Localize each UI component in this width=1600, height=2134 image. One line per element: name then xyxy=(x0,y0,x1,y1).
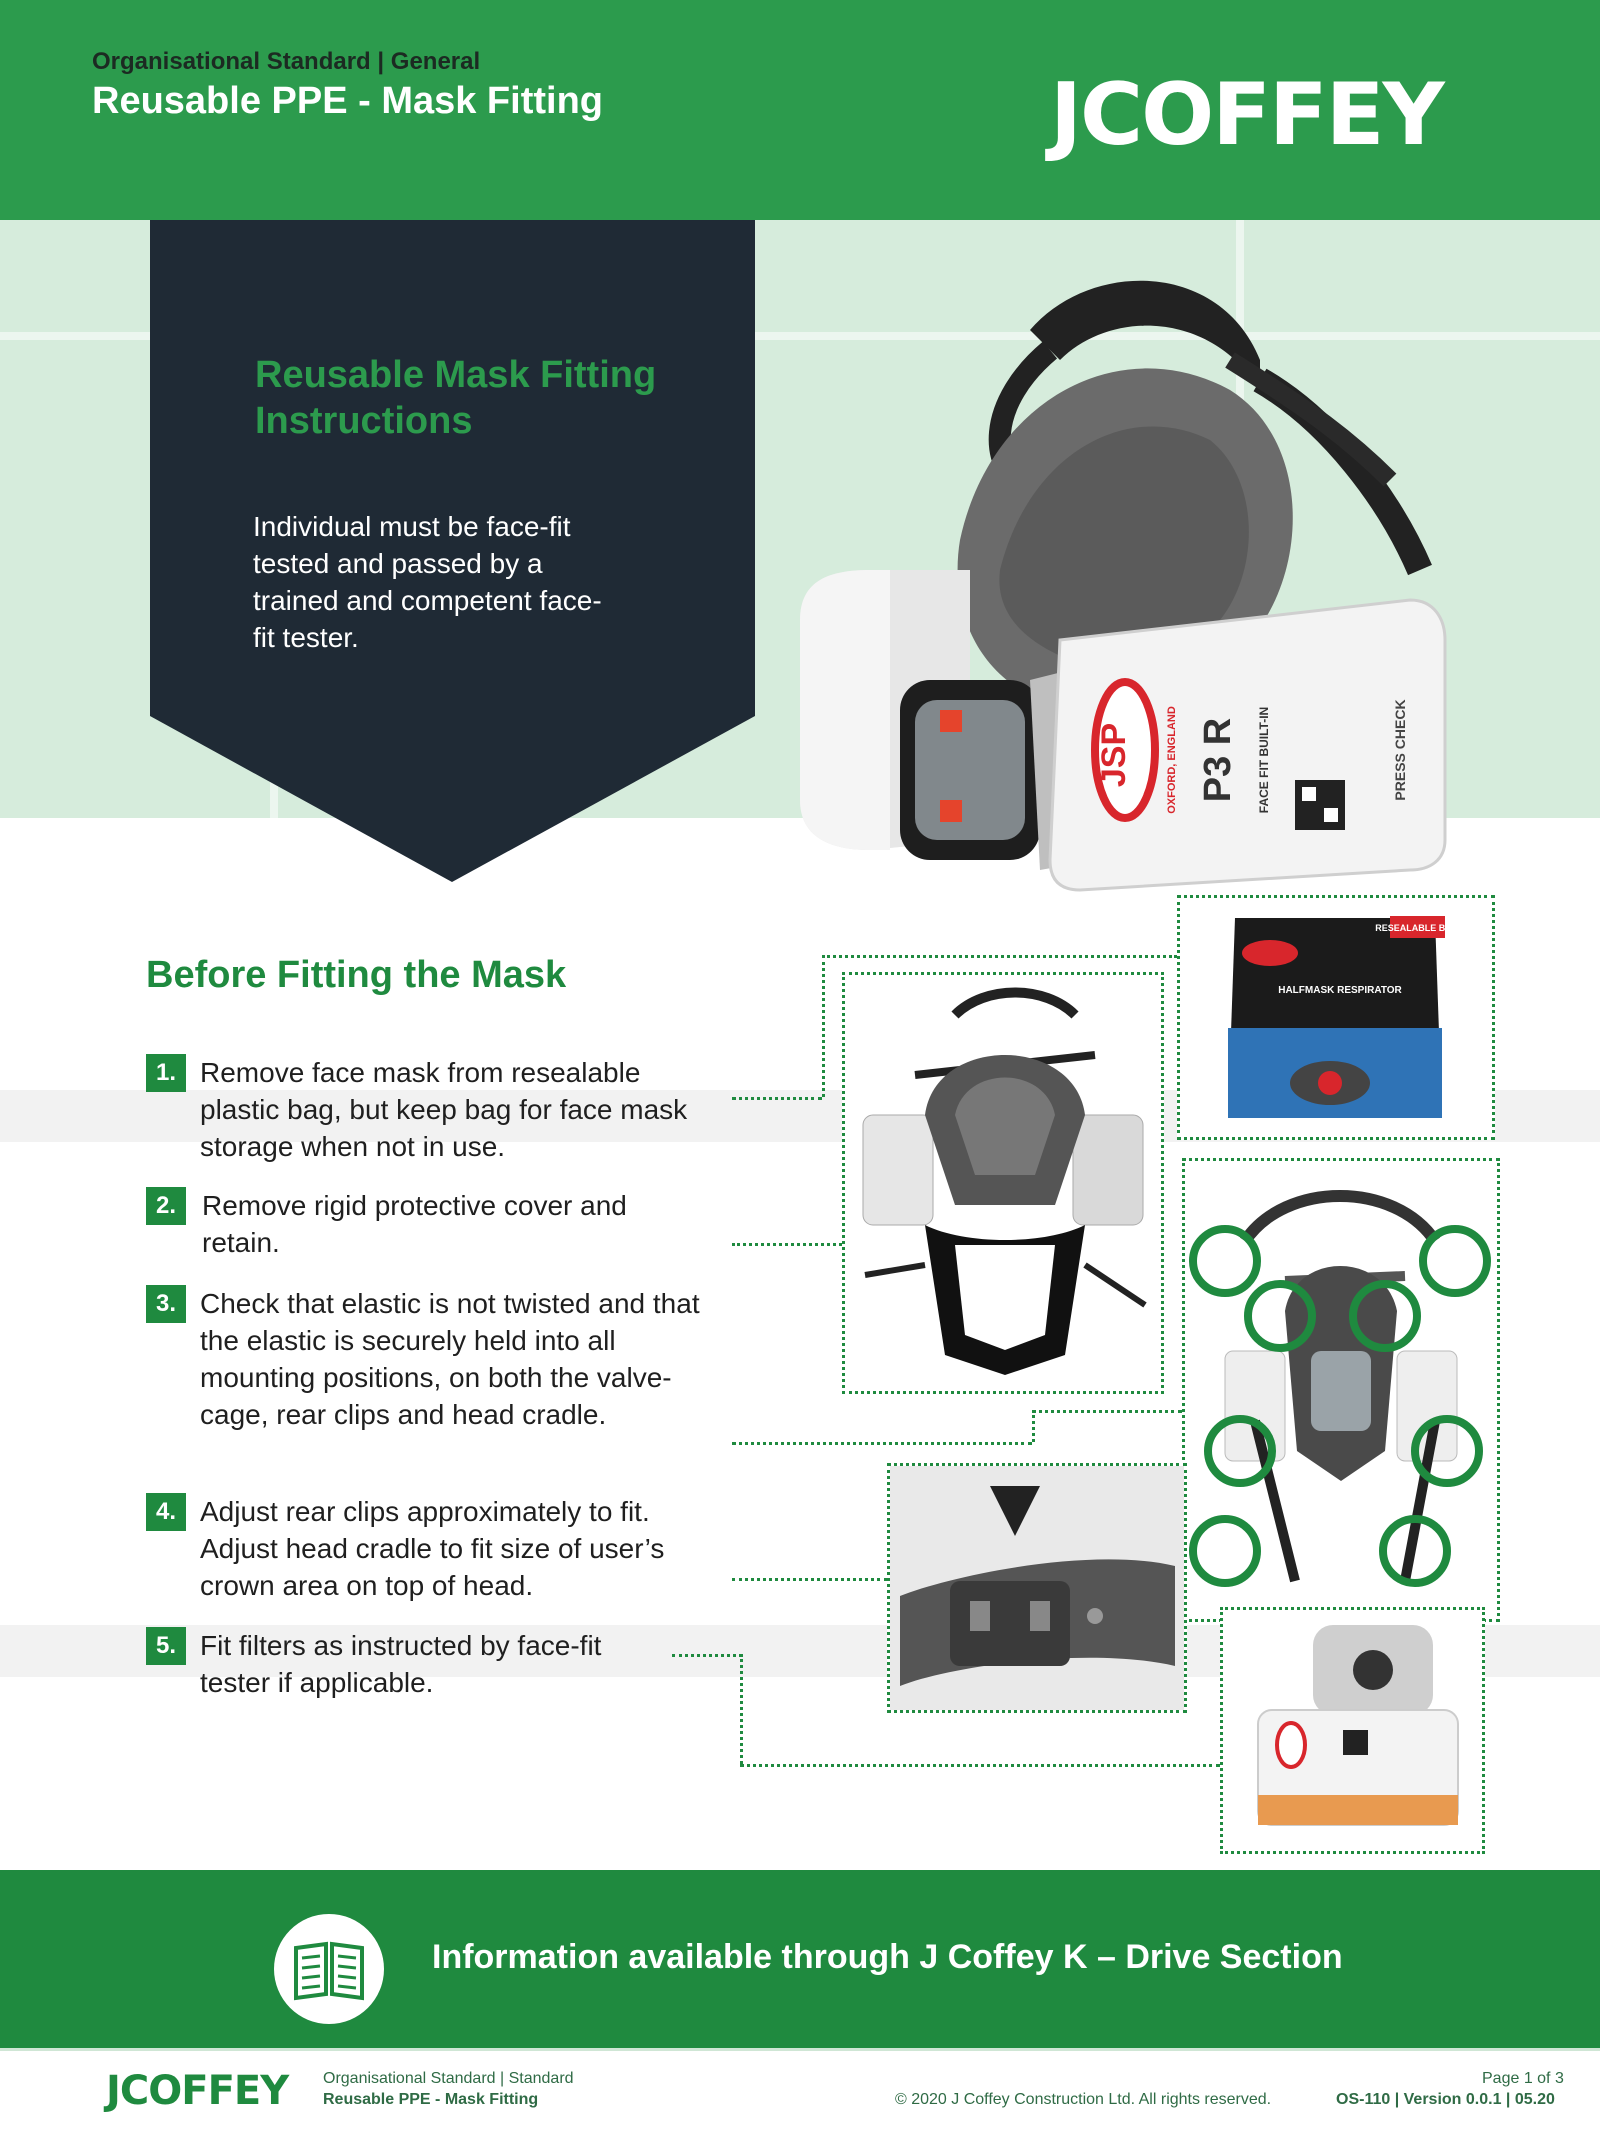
half-mask-respirator-illustration xyxy=(790,240,1450,910)
connector-line xyxy=(732,1097,822,1100)
step-text: Fit filters as instructed by face-fit tester if applicable. xyxy=(200,1630,602,1698)
bag-product-label: HALFMASK RESPIRATOR xyxy=(1278,985,1402,996)
footer-logo: JCOFFEY xyxy=(106,2068,289,2114)
step-text: Remove face mask from resealable plastic bag, but keep bag for face mask storage when not in use. xyxy=(200,1057,688,1162)
footer-page-number: Page 1 of 3 xyxy=(1482,2070,1564,2087)
connector-line xyxy=(732,1243,842,1246)
info-text: Information available through J Coffey K – Drive Section xyxy=(432,1938,1343,1976)
connector-line xyxy=(1032,1410,1182,1413)
connector-line xyxy=(732,1442,1032,1445)
connector-line xyxy=(740,1764,1220,1767)
connector-line xyxy=(822,955,825,1097)
footer-version: OS-110 | Version 0.0.1 | 05.20 xyxy=(1336,2091,1555,2108)
step-text: Remove rigid protective cover and retain. xyxy=(202,1190,627,1258)
connector-line xyxy=(822,955,1177,958)
step-number: 4. xyxy=(146,1493,186,1531)
photo-elastic-mounting xyxy=(1182,1158,1500,1622)
company-logo: JCOFFEY xyxy=(1050,65,1443,165)
bag-illustration xyxy=(1180,898,1492,1137)
connector-line xyxy=(740,1654,743,1764)
face-fit-label: FACE FIT BUILT-IN xyxy=(1257,706,1271,814)
step-number: 2. xyxy=(146,1187,186,1225)
connector-line xyxy=(672,1654,742,1657)
footer-title: Reusable PPE - Mask Fitting xyxy=(323,2091,539,2108)
banner-title: Reusable Mask Fitting Instructions xyxy=(255,354,657,442)
photo-resealable-bag xyxy=(1177,895,1495,1140)
step-number: 5. xyxy=(146,1627,186,1665)
mounting-illustration xyxy=(1185,1161,1497,1619)
footer-copyright: © 2020 J Coffey Construction Ltd. All rights reserved. xyxy=(895,2091,1272,2108)
step-number: 1. xyxy=(146,1054,186,1092)
document-title: Reusable PPE - Mask Fitting xyxy=(92,80,603,122)
connector-line xyxy=(732,1578,887,1581)
presscheck-label: PRESS CHECK xyxy=(1392,699,1408,801)
step-number: 3. xyxy=(146,1285,186,1323)
banner-text: Individual must be face-fit tested and passed by a trained and competent face-fit tester. xyxy=(253,511,602,653)
document-category: Organisational Standard | General xyxy=(92,48,481,75)
step-text: Adjust rear clips approximately to fit. Adjust head cradle to fit size of user’s crown area on top of head. xyxy=(200,1496,665,1601)
filter-brand-sub: OXFORD, ENGLAND xyxy=(1166,706,1178,814)
step-text: Check that elastic is not twisted and that the elastic is securely held into all mounting positions, on both the valve-cage, rear clips and head cradle. xyxy=(200,1288,700,1430)
photo-mask-without-cover xyxy=(842,972,1164,1394)
filter-label: P3 R xyxy=(1197,717,1239,803)
section-title: Before Fitting the Mask xyxy=(146,954,567,996)
connector-line xyxy=(1032,1410,1035,1442)
mask-illustration xyxy=(845,975,1161,1391)
filters-illustration xyxy=(1223,1610,1482,1851)
footer-category: Organisational Standard | Standard xyxy=(323,2070,574,2087)
footer-divider xyxy=(0,2048,1600,2051)
photo-filters xyxy=(1220,1607,1485,1854)
filter-brand: JSP xyxy=(1095,722,1133,788)
book-icon xyxy=(274,1914,384,2024)
photo-rear-clip xyxy=(887,1463,1187,1713)
rear-clip-illustration xyxy=(890,1466,1184,1710)
bag-resealable-label: RESEALABLE BAG xyxy=(1375,923,1459,933)
